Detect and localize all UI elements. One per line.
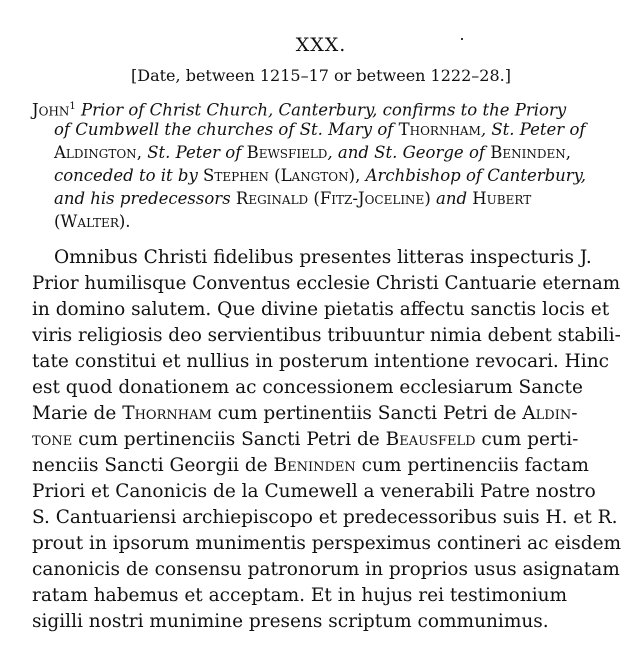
heading-punct: ,: [136, 143, 148, 162]
heading-punct: ,: [565, 143, 571, 162]
heading-line-6: [54, 211, 624, 233]
body-text: cum perti-: [475, 429, 579, 450]
body-line-15: sigilli nostri munimine presens scriptum communimus.: [32, 611, 549, 632]
body-text: cum pertinentiis Sancti Petri de: [211, 403, 523, 424]
place-name: Thornham: [398, 120, 481, 139]
heading-text: , and St. George of: [327, 143, 491, 162]
body-text: cum pertinenciis Sancti Petri de: [72, 429, 386, 450]
place-name: Bewsfield: [246, 143, 328, 162]
person-name: Reginald (Fitz-Joceline): [235, 189, 431, 208]
place-name: Aldington: [54, 143, 137, 162]
heading-line-4: [54, 165, 624, 187]
person-name: Hubert: [472, 189, 532, 208]
heading-line-2: [54, 119, 624, 141]
heading-line-3: [54, 142, 624, 164]
body-text: Marie de: [32, 403, 123, 424]
heading-text: and: [430, 189, 473, 208]
place-name: Beninden: [490, 143, 566, 162]
body-line-10: Priori et Canonicis de la Cumewell a venerabili Patre nostro: [32, 481, 596, 502]
charter-number: XXX.: [295, 34, 347, 56]
place-name: Beninden: [273, 455, 356, 476]
heading-line-1: [32, 96, 624, 118]
body-text: nenciis Sancti Georgii de: [32, 455, 274, 476]
heading-text: of Cumbwell the churches of St. Mary of: [54, 120, 399, 139]
heading-punct: ,: [355, 166, 366, 185]
person-name: (Walter): [54, 212, 126, 231]
heading-text: , St. Peter of: [480, 120, 586, 139]
person-name: Stephen (Langton): [203, 166, 356, 185]
heading-text: St. Peter of: [147, 143, 247, 162]
footnote-marker: 1: [69, 101, 76, 112]
place-name: Aldin-: [522, 403, 578, 424]
body-line-2: Prior humilisque Conventus ecclesie Christi Cantuarie eternam: [32, 273, 621, 294]
place-name: tone: [32, 429, 73, 450]
stray-mark: [461, 38, 463, 40]
body-line-9: [32, 454, 624, 478]
body-line-1: Omnibus Christi fidelibus presentes litteras inspecturis J.: [54, 247, 592, 268]
body-text: cum pertinenciis factam: [355, 455, 589, 476]
place-name: Thornham: [122, 403, 212, 424]
body-line-14: ratam habemus et acceptam. Et in hujus rei testimonium: [32, 585, 568, 606]
body-line-8: [32, 428, 624, 452]
body-line-11: S. Cantuariensi archiepiscopo et predecessoribus suis H. et R.: [32, 507, 618, 528]
heading-punct: .: [125, 212, 131, 231]
heading-text: and his predecessors: [54, 189, 236, 208]
body-line-6: est quod donationem ac concessionem ecclesiarum Sancte: [32, 377, 583, 398]
date-line: [Date, between 1215–17 or between 1222–28.]: [131, 66, 511, 85]
heading-text: conceded to it by: [54, 166, 204, 185]
heading-text: Archbishop of Canterbury,: [365, 166, 587, 185]
body-line-3: in domino salutem. Que divine pietatis affectu sanctis locis et: [32, 299, 610, 320]
body-line-7: [32, 402, 624, 426]
body-line-12: prout in ipsorum munimentis perspeximus contineri ac eisdem: [32, 533, 622, 554]
body-line-13: canonicis de consensu patronorum in proprios usus asignatam: [32, 559, 620, 580]
heading-name-john: John: [32, 100, 70, 120]
heading-text: Prior of Christ Church, Canterbury, confirms to the Priory: [75, 100, 567, 120]
heading-line-5: [54, 188, 624, 210]
body-line-4: viris religiosis deo servientibus tribuuntur nimia debent stabili-: [32, 325, 621, 346]
place-name: Beausfeld: [385, 429, 476, 450]
body-line-5: tate constitui et nullius in posterum intentione revocari. Hinc: [32, 351, 609, 372]
